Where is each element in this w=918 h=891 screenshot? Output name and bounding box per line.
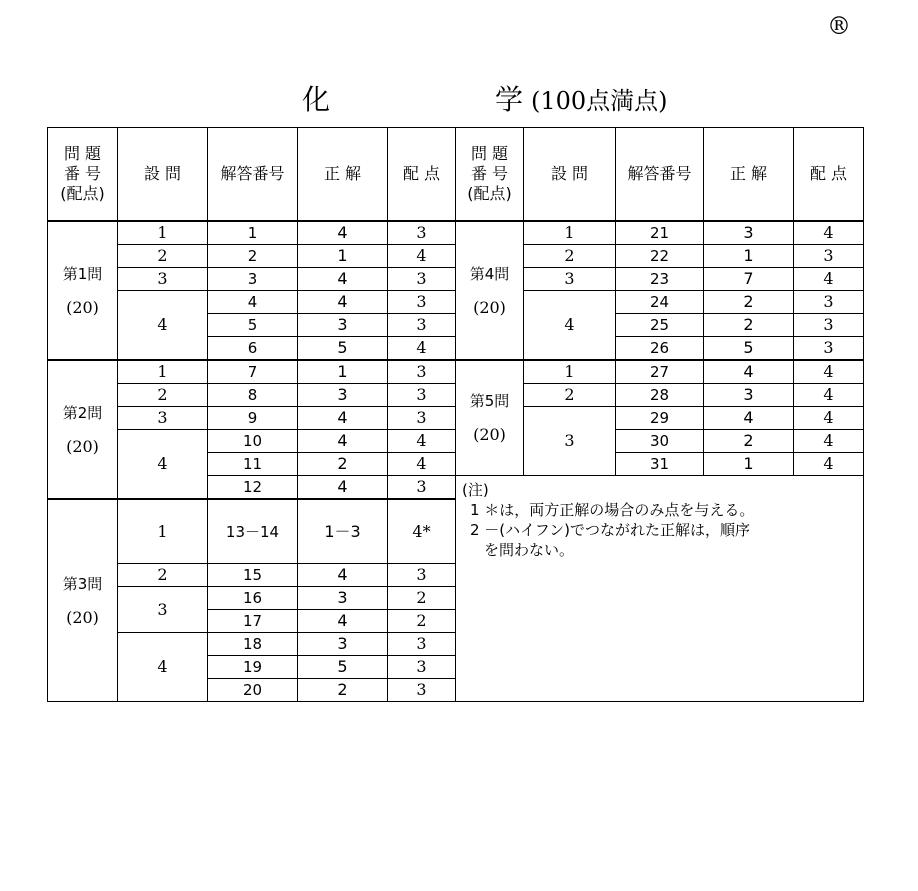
header-correct-right: 正 解 [704, 128, 794, 222]
header-correct-left: 正 解 [298, 128, 388, 222]
table-row: 3 9 4 3 3 29 4 4 [48, 407, 864, 430]
table-row: 4 4 4 3 4 24 2 3 [48, 291, 864, 314]
question-2-cell: 第2問 (20) [48, 360, 118, 499]
table-row: 19 5 3 [48, 656, 864, 679]
header-question-left: 問 題 番 号 (配点) [48, 128, 118, 222]
note-2: 2 －(ハイフン)でつながれた正解は，順序 [470, 521, 750, 539]
table-row: 5 3 3 25 2 3 [48, 314, 864, 337]
question-4-cell: 第4問 (20) [456, 221, 524, 360]
header-sub-left: 設 問 [118, 128, 208, 222]
table-row: 2 2 1 4 2 22 1 3 [48, 245, 864, 268]
registered-mark: ® [827, 12, 851, 40]
table-row: 12 4 3 (注) 1 ＊は，両方正解の場合のみ点を与える。 2 －(ハイフン)でつながれた正解は，順序 を問わない。 [48, 476, 864, 500]
page-title [0, 78, 918, 118]
title-subject-a: 化 [302, 83, 331, 116]
note-1: 1 ＊は，両方正解の場合のみ点を与える。 [470, 501, 755, 519]
header-points-left: 配 点 [388, 128, 456, 222]
table-row: 第2問 (20) 1 7 1 3 第5問 (20) 1 27 4 4 [48, 360, 864, 384]
header-points-right: 配 点 [794, 128, 864, 222]
table-row: 2 15 4 3 [48, 564, 864, 587]
notes-box [456, 476, 864, 702]
table-row: 17 4 2 [48, 610, 864, 633]
table-row: 11 2 4 31 1 4 [48, 453, 864, 476]
header-ansnum-right: 解答番号 [616, 128, 704, 222]
header-sub-right: 設 問 [524, 128, 616, 222]
table-row: 第1問 (20) 1 1 4 3 第4問 (20) 1 21 3 4 [48, 221, 864, 245]
question-5-cell: 第5問 (20) [456, 360, 524, 476]
table-row: 6 5 4 26 5 3 [48, 337, 864, 361]
table-row: 第3問 (20) 1 13－14 1－3 4* [48, 499, 864, 564]
title-full-marks: (100点満点) [531, 87, 668, 115]
table-row: 3 3 4 3 3 23 7 4 [48, 268, 864, 291]
question-1-cell: 第1問 (20) [48, 221, 118, 360]
table-row: 2 8 3 3 2 28 3 4 [48, 384, 864, 407]
notes-heading: (注) [462, 481, 489, 499]
table-row: 20 2 3 [48, 679, 864, 702]
question-3-cell: 第3問 (20) [48, 499, 118, 702]
table-row: 4 10 4 4 30 2 4 [48, 430, 864, 453]
header-question-right: 問 題 番 号 (配点) [456, 128, 524, 222]
title-subject-b: 学 [495, 83, 524, 116]
header-row [48, 128, 864, 222]
table-row: 3 16 3 2 [48, 587, 864, 610]
table-row: 4 18 3 3 [48, 633, 864, 656]
note-2-cont: を問わない。 [484, 541, 575, 559]
header-ansnum-left: 解答番号 [208, 128, 298, 222]
answer-table [47, 127, 864, 702]
